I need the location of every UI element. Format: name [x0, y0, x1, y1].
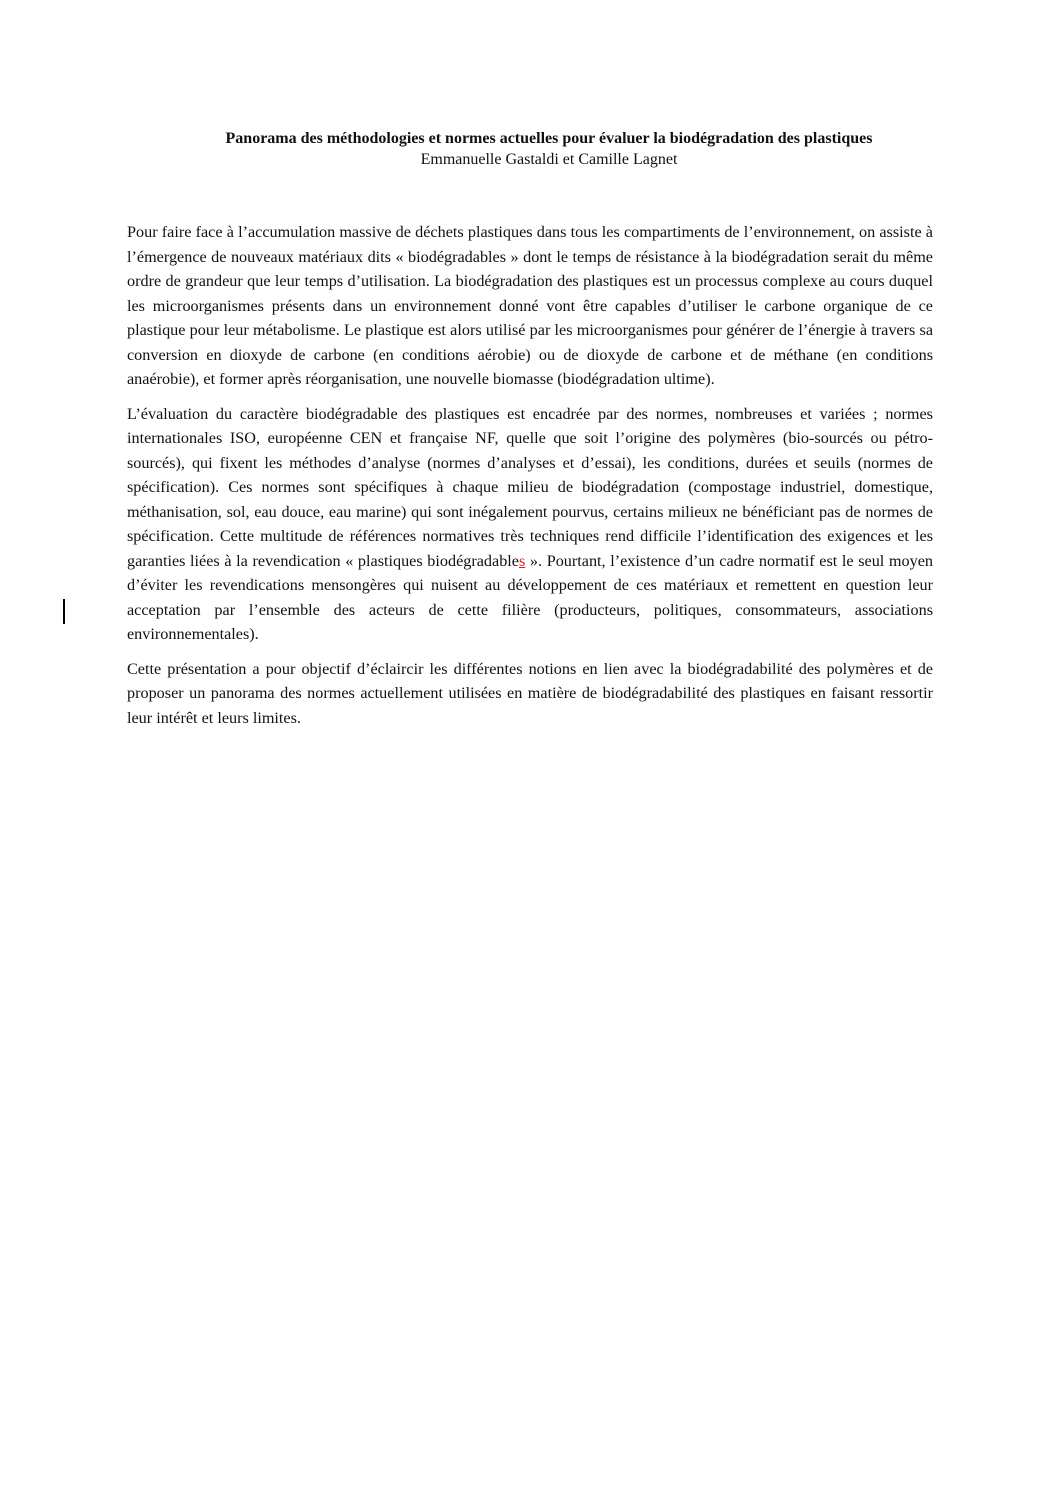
paragraph-standards-text-before: L’évaluation du caractère biodégradable des plastiques est encadrée par des normes, nombreuses et variées ; normes internationales ISO, européenne CEN et française NF, quelle que soit l’origine des polymères (bio-sourcés ou pétro-sourcés), qui fixent les méthodes d’analyse (normes d’analyses et d’essai), les conditions, durées et seuils (normes de spécification). Ces normes sont spécifiques à chaque milieu de biodégradation (compostage industriel, domestique, méthanisation, sol, eau douce, eau marine) qui sont inégalement pourvus, certains milieux ne bénéficiant pas de normes de spécification. Cette multitude de références normatives très techniques rend difficile l’identification des exigences et les garanties liées à la revendication « plastiques biodégradable [127, 404, 933, 570]
tracked-insertion: s [518, 551, 526, 570]
document-header [100, 128, 998, 170]
document-authors: Emmanuelle Gastaldi et Camille Lagnet [420, 151, 678, 168]
paragraph-objective: Cette présentation a pour objectif d’éclaircir les différentes notions en lien avec la biodégradabilité des polymères et de proposer un panorama des normes actuellement utilisées en matière de biodégradabilité des plastiques en faisant ressortir leur intérêt et leurs limites. [127, 659, 933, 727]
document-body [127, 220, 933, 740]
change-bar-marker [63, 599, 65, 624]
paragraph-intro: Pour faire face à l’accumulation massive de déchets plastiques dans tous les compartiments de l’environnement, on assiste à l’émergence de nouveaux matériaux dits « biodégradables » dont le temps de résistance à la biodégradation serait du même ordre de grandeur que leur temps d’utilisation. La biodégradation des plastiques est un processus complexe au cours duquel les microorganismes présents dans un environnement donné vont être capables d’utiliser le carbone organique de ce plastique pour leur métabolisme. Le plastique est alors utilisé par les microorganismes pour générer de l’énergie à travers sa conversion en dioxyde de carbone (en conditions aérobie) ou de dioxyde de carbone et de méthane (en conditions anaérobie), et former après réorganisation, une nouvelle biomasse (biodégradation ultime). [127, 223, 933, 388]
paragraph-standards [127, 402, 933, 647]
paragraph-standards-text-after: ». Pourtant, l’existence d’un cadre normatif est le seul moyen d’éviter les revendications mensongères qui nuisent au développement de ces matériaux et remettent en question leur acceptation par l’ensemble des acteurs de cette filière (producteurs, politiques, consommateurs, associations environnementales). [127, 551, 933, 643]
document-title: Panorama des méthodologies et normes actuelles pour évaluer la biodégradation des plastiques [225, 130, 873, 147]
